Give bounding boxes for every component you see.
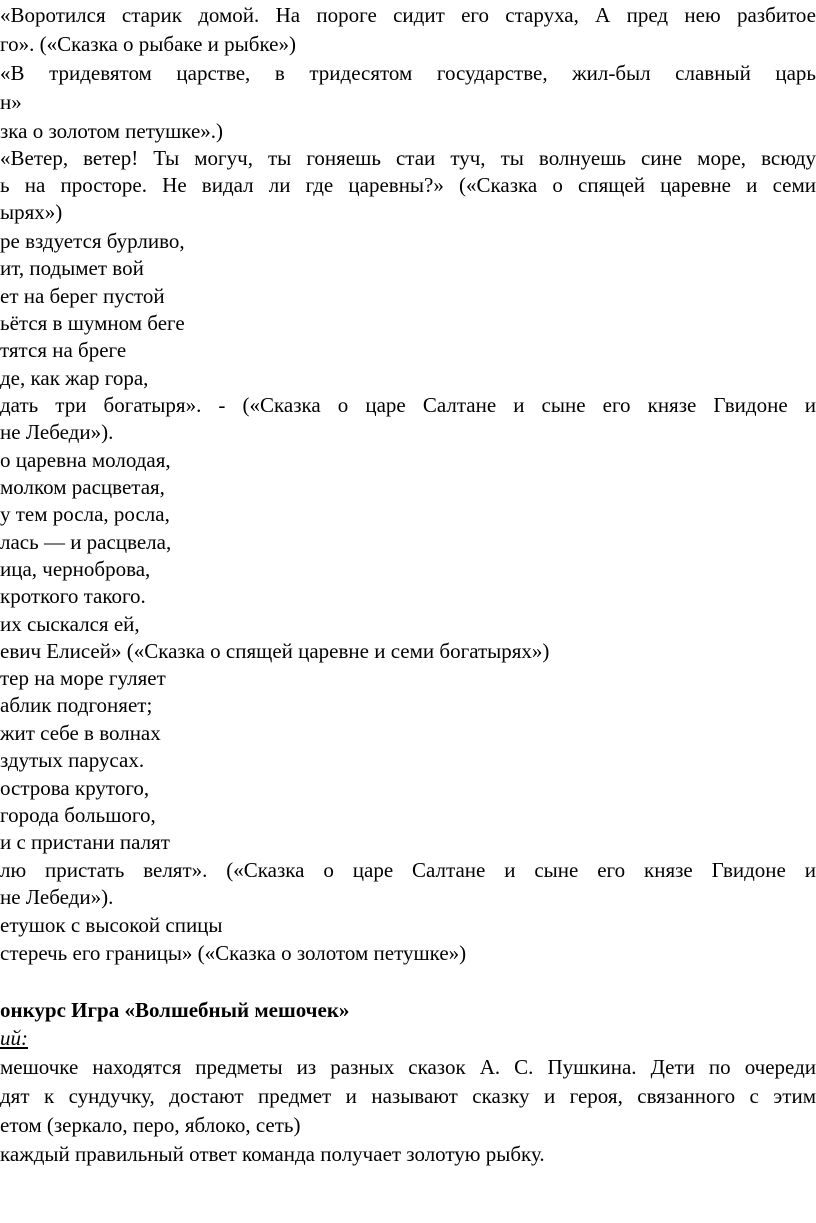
text-line: их сыскался ей, <box>0 612 140 636</box>
text-line: не Лебеди»). <box>0 420 114 444</box>
text-line: и с пристани палят <box>0 830 170 854</box>
text-line: у тем росла, росла, <box>0 502 170 526</box>
text-line: «Ветер, ветер! Ты могуч, ты гоняешь стаи туч, ты волнуешь сине море, всюду <box>0 146 816 170</box>
text-line: го». («Сказка о рыбаке и рыбке») <box>0 32 296 56</box>
text-line: ит, подымет вой <box>0 256 144 280</box>
text-line: евич Елисей» («Сказка о спящей царевне и семи богатырях») <box>0 639 550 663</box>
text-line: тятся на бреге <box>0 338 127 362</box>
text-line: зка о золотом петушке».) <box>0 119 224 143</box>
text-line: лась — и расцвела, <box>0 530 172 554</box>
text-line: не Лебеди»). <box>0 885 114 909</box>
text-line: тер на море гуляет <box>0 666 166 690</box>
text-line: ырях») <box>0 200 63 224</box>
text-line: ре вздуется бурливо, <box>0 229 185 253</box>
text-line: ица, черноброва, <box>0 557 151 581</box>
text-line: етушок с высокой спицы <box>0 913 223 937</box>
text-line: кроткого такого. <box>0 584 146 608</box>
text-line: «В тридевятом царстве, в тридесятом государстве, жил-был славный царь <box>0 61 816 85</box>
section-heading: онкурс Игра «Волшебный мешочек» <box>0 998 350 1022</box>
text-line: молком расцветая, <box>0 475 165 499</box>
text-line: «Воротился старик домой. На пороге сидит его старуха, А пред нею разбитое <box>0 3 816 27</box>
text-line: о царевна молодая, <box>0 448 171 472</box>
text-line: аблик подгоняет; <box>0 693 153 717</box>
text-line: ет на берег пустой <box>0 284 165 308</box>
text-line: города большого, <box>0 803 156 827</box>
text-line: н» <box>0 90 22 114</box>
text-line: мешочке находятся предметы из разных сказок А. С. Пушкина. Дети по очереди <box>0 1055 816 1079</box>
section-subheading: ий: <box>0 1026 28 1050</box>
text-line: ьётся в шумном беге <box>0 311 185 335</box>
text-line: дят к сундучку, достают предмет и называют сказку и героя, связанного с этим <box>0 1084 816 1108</box>
text-line: здутых парусах. <box>0 748 145 772</box>
text-line: острова крутого, <box>0 776 150 800</box>
text-line: лю пристать велят». («Сказка о царе Салтане и сыне его князе Гвидоне и <box>0 858 816 882</box>
text-line: де, как жар гора, <box>0 366 149 390</box>
text-line: дать три богатыря». - («Сказка о царе Салтане и сыне его князе Гвидоне и <box>0 393 816 417</box>
text-line: жит себе в волнах <box>0 721 161 745</box>
text-line: ь на просторе. Не видал ли где царевны?» («Сказка о спящей царевне и семи <box>0 173 816 197</box>
text-line: каждый правильный ответ команда получает золотую рыбку. <box>0 1142 545 1166</box>
text-line: стеречь его границы» («Сказка о золотом петушке») <box>0 941 467 965</box>
text-line: етом (зеркало, перо, яблоко, сеть) <box>0 1113 301 1137</box>
